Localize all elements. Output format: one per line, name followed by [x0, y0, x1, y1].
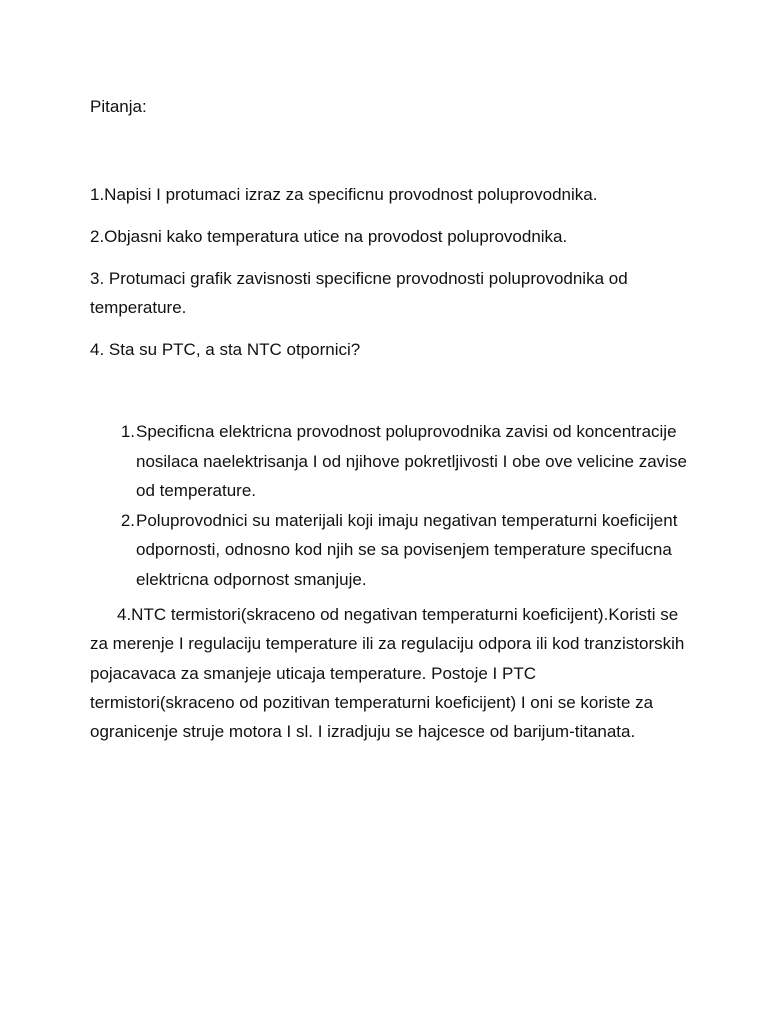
- question-item: 3. Protumaci grafik zavisnosti specificne provodnosti poluprovodnika od temperature.: [90, 269, 628, 317]
- answer-number: 1.: [120, 422, 135, 441]
- answer-item: [90, 506, 690, 595]
- answer-paragraph: 4.NTC termistori(skraceno od negativan temperaturni koeficijent).Koristi se za merenje I regulaciju temperature ili za regulaciju odpora ili kod tranzistorskih pojacavaca za smanjeje uticaja temperature. Postoje I PTC termistori(skraceno od pozitivan temperaturni koeficijent) I oni se koriste za ogranicenje struje motora I sl. I izradjuju se hajcesce od barijum-titanata.: [90, 605, 685, 742]
- question-item: 4. Sta su PTC, a sta NTC otpornici?: [90, 340, 361, 359]
- question-list: [90, 180, 690, 377]
- answer-number: 2.: [120, 510, 135, 530]
- answer-text: Poluprovodnici su materijali koji imaju negativan temperaturni koeficijent odpornosti, odnosno kod njih se sa povisenjem temperature specifucna elektricna odpornost smanjuje.: [136, 510, 678, 589]
- answer-item: [90, 417, 690, 506]
- answer-text: Specificna elektricna provodnost poluprovodnika zavisi od koncentracije nosilaca naelektrisanja I od njihove pokretljivosti I obe ove velicine zavise od temperature.: [136, 422, 687, 500]
- answer-list: [90, 417, 690, 594]
- question-item: 1.Napisi I protumaci izraz za specificnu provodnost poluprovodnika.: [90, 185, 598, 204]
- document-heading: Pitanja:: [90, 97, 147, 116]
- question-item: 2.Objasni kako temperatura utice na provodost poluprovodnika.: [90, 227, 568, 246]
